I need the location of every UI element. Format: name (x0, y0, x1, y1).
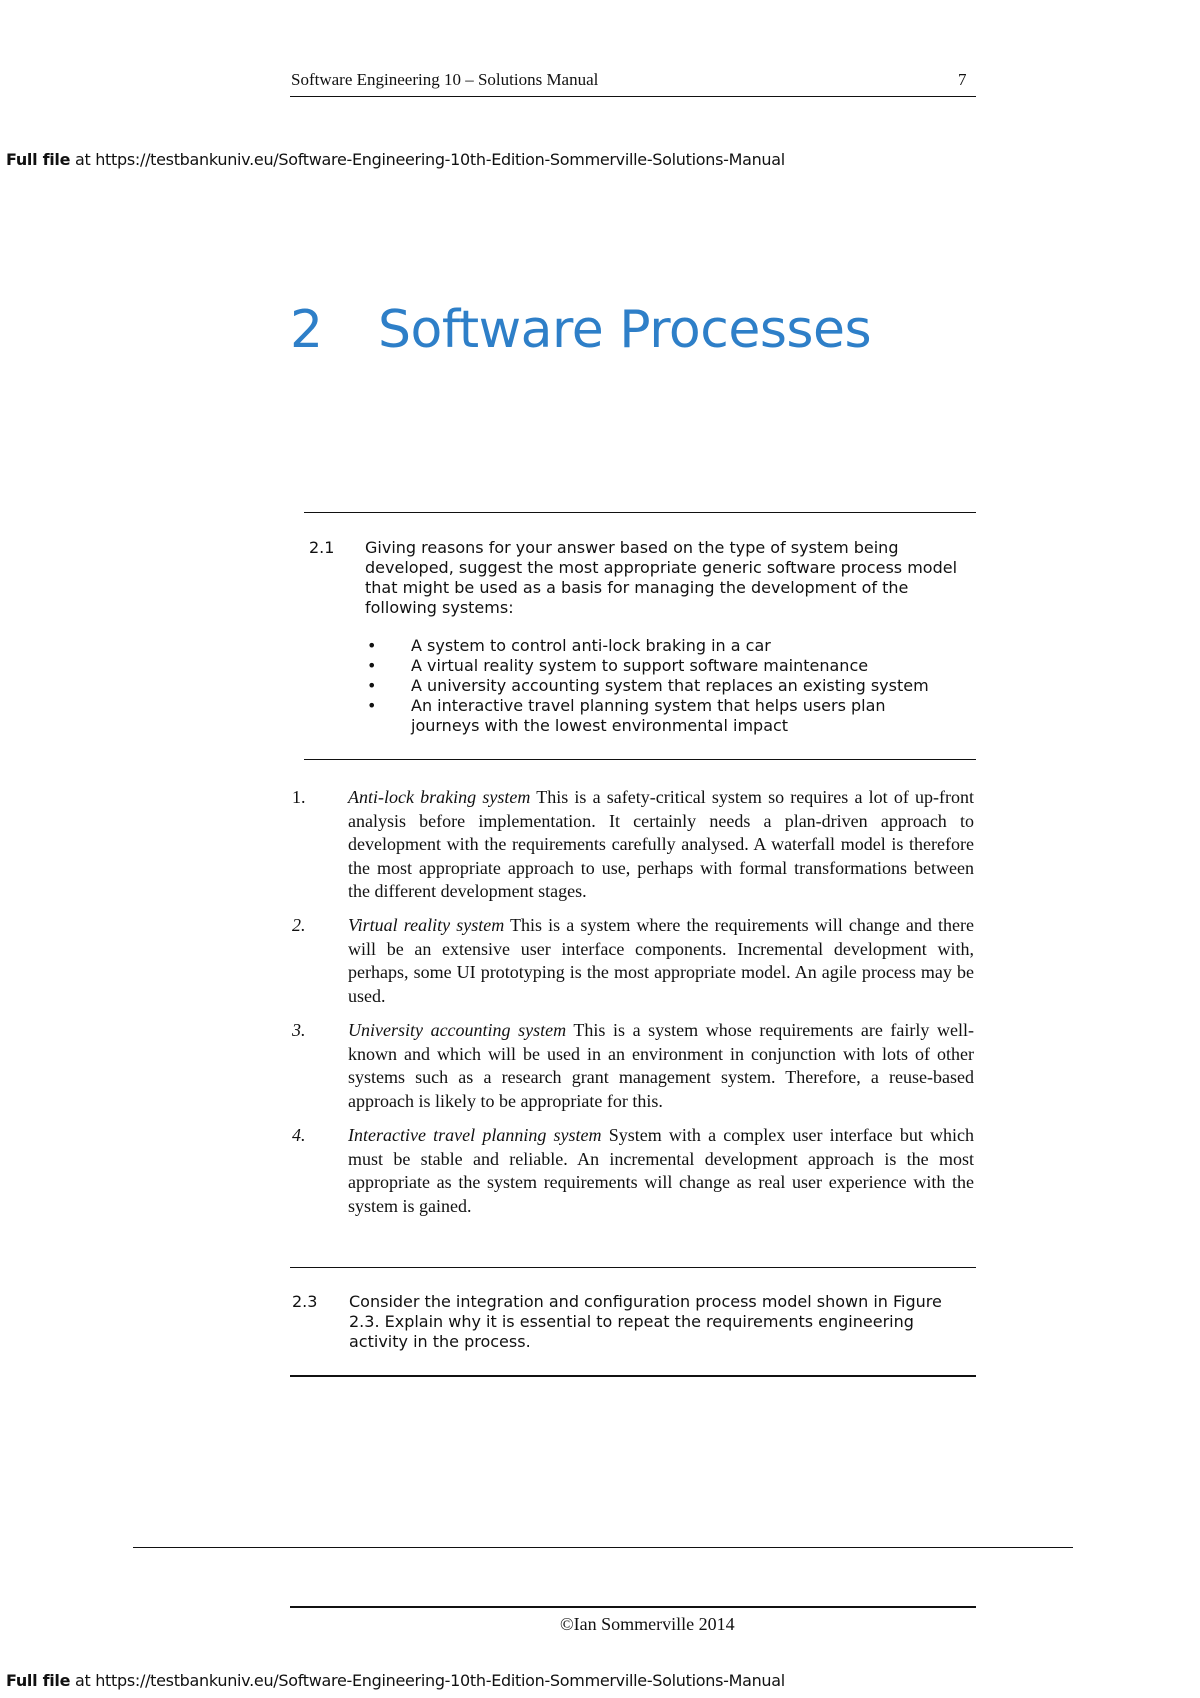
chapter-title: Software Processes (378, 300, 872, 360)
question-number: 2.1 (309, 538, 335, 557)
bullet-icon: • (367, 696, 377, 715)
question-number: 2.3 (292, 1292, 318, 1311)
question-text: Giving reasons for your answer based on the type of system being developed, suggest the most appropriate generic software process model that might be used as a basis for managing the development of the following systems: (365, 538, 958, 617)
question-text: Consider the integration and configuration process model shown in Figure 2.3. Explain why it is essential to repeat the requirements engineering activity in the process. (349, 1292, 942, 1351)
bullet-icon: • (367, 676, 377, 695)
bullet-icon: • (367, 656, 377, 675)
question-bottom-rule (304, 759, 976, 760)
full-file-link-bottom[interactable] (6, 1671, 785, 1690)
question-bullet-list (367, 636, 977, 736)
chapter-number: 2 (290, 300, 323, 360)
answer-number: 2. (292, 915, 306, 935)
answer-paragraph: Virtual reality system This is a system where the requirements will change and there will be an extensive user interface components. Incremental development with, perhaps, some UI prototyping is the most appropriate model. An agile process may be used. (348, 915, 974, 1006)
full-file-link-top[interactable] (6, 150, 785, 169)
full-file-url: at https://testbankuniv.eu/Software-Engineering-10th-Edition-Sommerville-Solutions-Manual (70, 150, 785, 169)
answer-term: Interactive travel planning system (348, 1125, 602, 1145)
list-item: • A university accounting system that replaces an existing system (367, 676, 929, 695)
footnote-rule (133, 1547, 1073, 1548)
answer-term: Anti-lock braking system (348, 787, 531, 807)
list-item: • A system to control anti-lock braking in a car (367, 636, 771, 655)
list-item: • An interactive travel planning system that helps users plan journeys with the lowest environmental impact (367, 696, 886, 735)
answer-term: Virtual reality system (348, 915, 505, 935)
question-top-rule (304, 512, 976, 513)
answer-number: 4. (292, 1125, 306, 1145)
answer-term: University accounting system (348, 1020, 567, 1040)
full-file-label: Full file (6, 150, 71, 169)
question-top-rule (290, 1267, 976, 1268)
answer-paragraph: Interactive travel planning system System with a complex user interface but which must be stable and reliable. An incremental development approach is the most appropriate as the system requirements will change as real user experience with the system is gained. (348, 1125, 975, 1216)
bullet-icon: • (367, 636, 377, 655)
chapter-heading (290, 300, 871, 360)
answer-paragraph: University accounting system This is a system whose requirements are fairly well-known and which will be used in an environment in conjunction with lots of other systems such as a research grant management system. Therefore, a reuse-based approach is likely to be appropriate for this. (348, 1020, 974, 1111)
page-number: 7 (958, 70, 967, 89)
answer-number: 3. (292, 1020, 306, 1040)
full-file-url: at https://testbankuniv.eu/Software-Engineering-10th-Edition-Sommerville-Solutions-Manual (70, 1671, 785, 1690)
full-file-label: Full file (6, 1671, 71, 1690)
question-bottom-rule (290, 1375, 976, 1377)
list-item: • A virtual reality system to support software maintenance (367, 656, 869, 675)
answer-number: 1. (292, 787, 306, 807)
header-rule (290, 96, 976, 97)
footer-rule (290, 1606, 976, 1608)
running-header-title: Software Engineering 10 – Solutions Manual (291, 70, 599, 89)
answer-paragraph: Anti-lock braking system This is a safety-critical system so requires a lot of up-front analysis before implementation. It certainly needs a plan-driven approach to development with the requirements carefully analysed. A waterfall model is therefore the most appropriate approach to use, perhaps with formal transformations between the different development stages. (348, 787, 974, 901)
footer-copyright: ©Ian Sommerville 2014 (560, 1614, 735, 1634)
